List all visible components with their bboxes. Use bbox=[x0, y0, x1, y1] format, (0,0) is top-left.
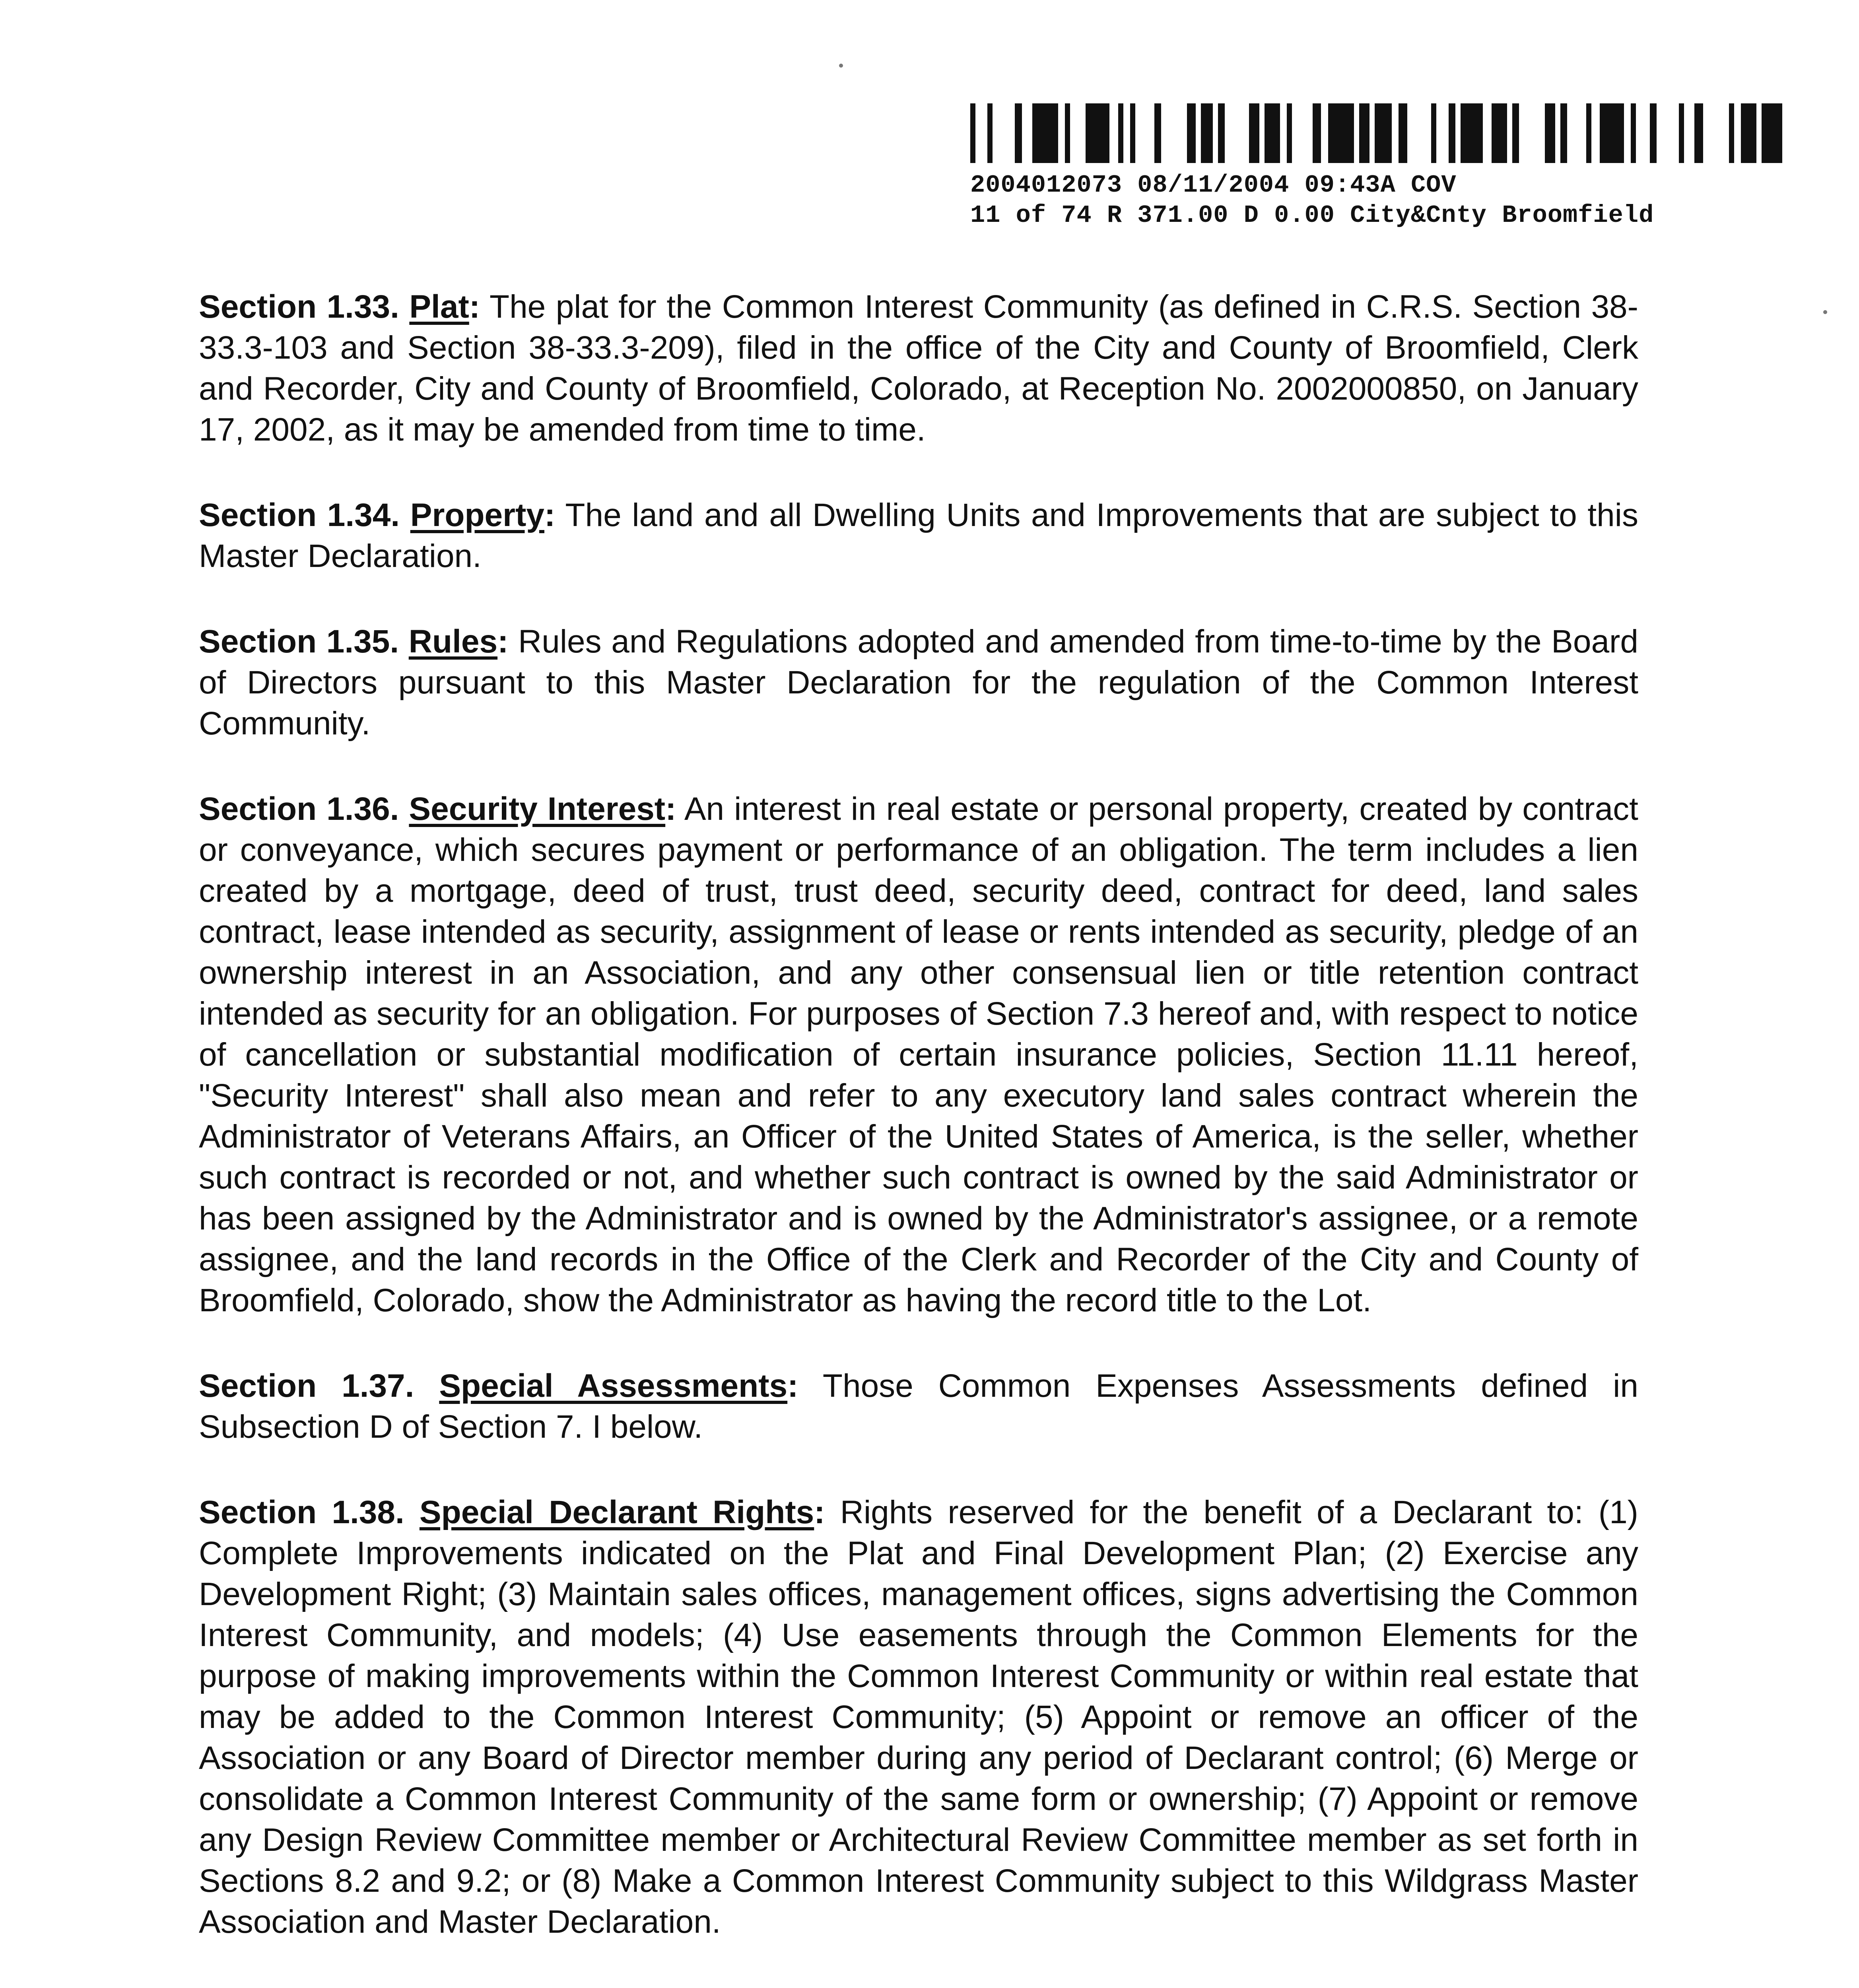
section-number: Section 1.35. bbox=[199, 623, 399, 660]
recording-stamp bbox=[970, 103, 1789, 231]
barcode bbox=[970, 103, 1789, 163]
section-number: Section 1.34. bbox=[199, 497, 400, 533]
section-1-38: Section 1.38. Special Declarant Rights: Rights reserved for the benefit of a Declarant to: (1) Complete Improvements indicated on the Plat and Final Development Plan; (2) Exercise any Development Right; (3) Maintain sales offices, management offices, signs advertising the Common Interest Community, and models; (4) Use easements through the Common Elements for the purpose of making improvements within the Common Interest Community or within real estate that may be added to the Common Interest Community; (5) Appoint or remove an officer of the Association or any Board of Director member during any period of Declarant control; (6) Merge or consolidate a Common Interest Community of the same form or ownership; (7) Appoint or remove any Design Review Committee member or Architectural Review Committee member as set forth in Sections 8.2 and 9.2; or (8) Make a Common Interest Community subject to this Wildgrass Master Association and Master Declaration. bbox=[199, 1494, 1638, 1940]
section-body: Rights reserved for the benefit of a Declarant to: (1) Complete Improvements indicated on the Plat and Final Development Plan; (2) Exercise any Development Right; (3) Maintain sales offices, management offices, signs advertising the Common Interest Community, and models; (4) Use easements through the Common Elements for the purpose of making improvements within the Common Interest Community or within real estate that may be added to the Common Interest Community; (5) Appoint or remove an officer of the Association or any Board of Director member during any period of Declarant control; (6) Merge or consolidate a Common Interest Community of the same form or ownership; (7) Appoint or remove any Design Review Committee member or Architectural Review Committee member as set forth in Sections 8.2 and 9.2; or (8) Make a Common Interest Community subject to this Wildgrass Master Association and Master Declaration. bbox=[199, 1494, 1638, 1940]
section-number: Section 1.36. bbox=[199, 791, 399, 827]
section-body: Those Common Expenses Assessments defined in Subsection D of Section 7. I below. bbox=[199, 1368, 1638, 1445]
section-body: An interest in real estate or personal property, created by contract or conveyance, which secures payment or performance of an obligation. The term includes a lien created by a mortgage, deed of trust, trust deed, security deed, contract for deed, land sales contract, lease intended as security, assignment of lease or rents intended as security, pledge of an ownership interest in an Association, and any other consensual lien or title retention contract intended as security for an obligation. For purposes of Section 7.3 hereof and, with respect to notice of cancellation or substantial modification of certain insurance policies, Section 11.11 hereof, "Security Interest" shall also mean and refer to any executory land sales contract wherein the Administrator of Veterans Affairs, an Officer of the United States of America, is the seller, whether such contract is recorded or not, and whether such contract is owned by the said Administrator or has been assigned by the Administrator and is owned by the Administrator's assignee, or a remote assignee, and the land records in the Office of the Clerk and Recorder of the City and County of Broomfield, Colorado, show the Administrator as having the record title to the Lot. bbox=[199, 791, 1638, 1318]
section-number: Section 1.37. bbox=[199, 1368, 414, 1404]
section-1-34: Section 1.34. Property: The land and all Dwelling Units and Improvements that are subject to this Master Declaration. bbox=[199, 497, 1638, 574]
section-title: Rules bbox=[408, 623, 498, 660]
stamp-fee-line: 11 of 74 R 371.00 D 0.00 City&Cnty Broomfield bbox=[970, 201, 1654, 229]
section-title: Special Assessments bbox=[439, 1368, 788, 1404]
section-title: Security Interest bbox=[409, 791, 666, 827]
section-1-37: Section 1.37. Special Assessments: Those Common Expenses Assessments defined in Subsection D of Section 7. I below. bbox=[199, 1368, 1638, 1445]
section-1-35: Section 1.35. Rules: Rules and Regulations adopted and amended from time-to-time by the Board of Directors pursuant to this Master Declaration for the regulation of the Common Interest Community. bbox=[199, 623, 1638, 742]
section-number: Section 1.33. bbox=[199, 289, 399, 325]
scan-speck bbox=[839, 64, 843, 68]
section-body: The plat for the Common Interest Community (as defined in C.R.S. Section 38-33.3-103 and Section 38-33.3-209), filed in the office of the City and County of Broomfield, Clerk and Recorder, City and County of Broomfield, Colorado, at Reception No. 2002000850, on January 17, 2002, as it may be amended from time to time. bbox=[199, 289, 1638, 448]
document-body bbox=[199, 286, 1638, 1987]
section-body: Rules and Regulations adopted and amended from time-to-time by the Board of Directors pursuant to this Master Declaration for the regulation of the Common Interest Community. bbox=[199, 623, 1638, 742]
scan-speck bbox=[1823, 310, 1827, 314]
section-1-36: Section 1.36. Security Interest: An interest in real estate or personal property, created by contract or conveyance, which secures payment or performance of an obligation. The term includes a lien created by a mortgage, deed of trust, trust deed, security deed, contract for deed, land sales contract, lease intended as security, assignment of lease or rents intended as security, pledge of an ownership interest in an Association, and any other consensual lien or title retention contract intended as security for an obligation. For purposes of Section 7.3 hereof and, with respect to notice of cancellation or substantial modification of certain insurance policies, Section 11.11 hereof, "Security Interest" shall also mean and refer to any executory land sales contract wherein the Administrator of Veterans Affairs, an Officer of the United States of America, is the seller, whether such contract is recorded or not, and whether such contract is owned by the said Administrator or has been assigned by the Administrator and is owned by the Administrator's assignee, or a remote assignee, and the land records in the Office of the Clerk and Recorder of the City and County of Broomfield, Colorado, show the Administrator as having the record title to the Lot. bbox=[199, 791, 1638, 1318]
section-body: The land and all Dwelling Units and Improvements that are subject to this Master Declaration. bbox=[199, 497, 1638, 574]
section-title: Plat bbox=[409, 289, 469, 325]
section-title: Property bbox=[410, 497, 544, 533]
stamp-reception-line: 2004012073 08/11/2004 09:43A COV bbox=[970, 171, 1457, 199]
section-title: Special Declarant Rights bbox=[419, 1494, 814, 1530]
section-1-33: Section 1.33. Plat: The plat for the Common Interest Community (as defined in C.R.S. Section 38-33.3-103 and Section 38-33.3-209), filed in the office of the City and County of Broomfield, Clerk and Recorder, City and County of Broomfield, Colorado, at Reception No. 2002000850, on January 17, 2002, as it may be amended from time to time. bbox=[199, 289, 1638, 448]
section-number: Section 1.38. bbox=[199, 1494, 404, 1530]
